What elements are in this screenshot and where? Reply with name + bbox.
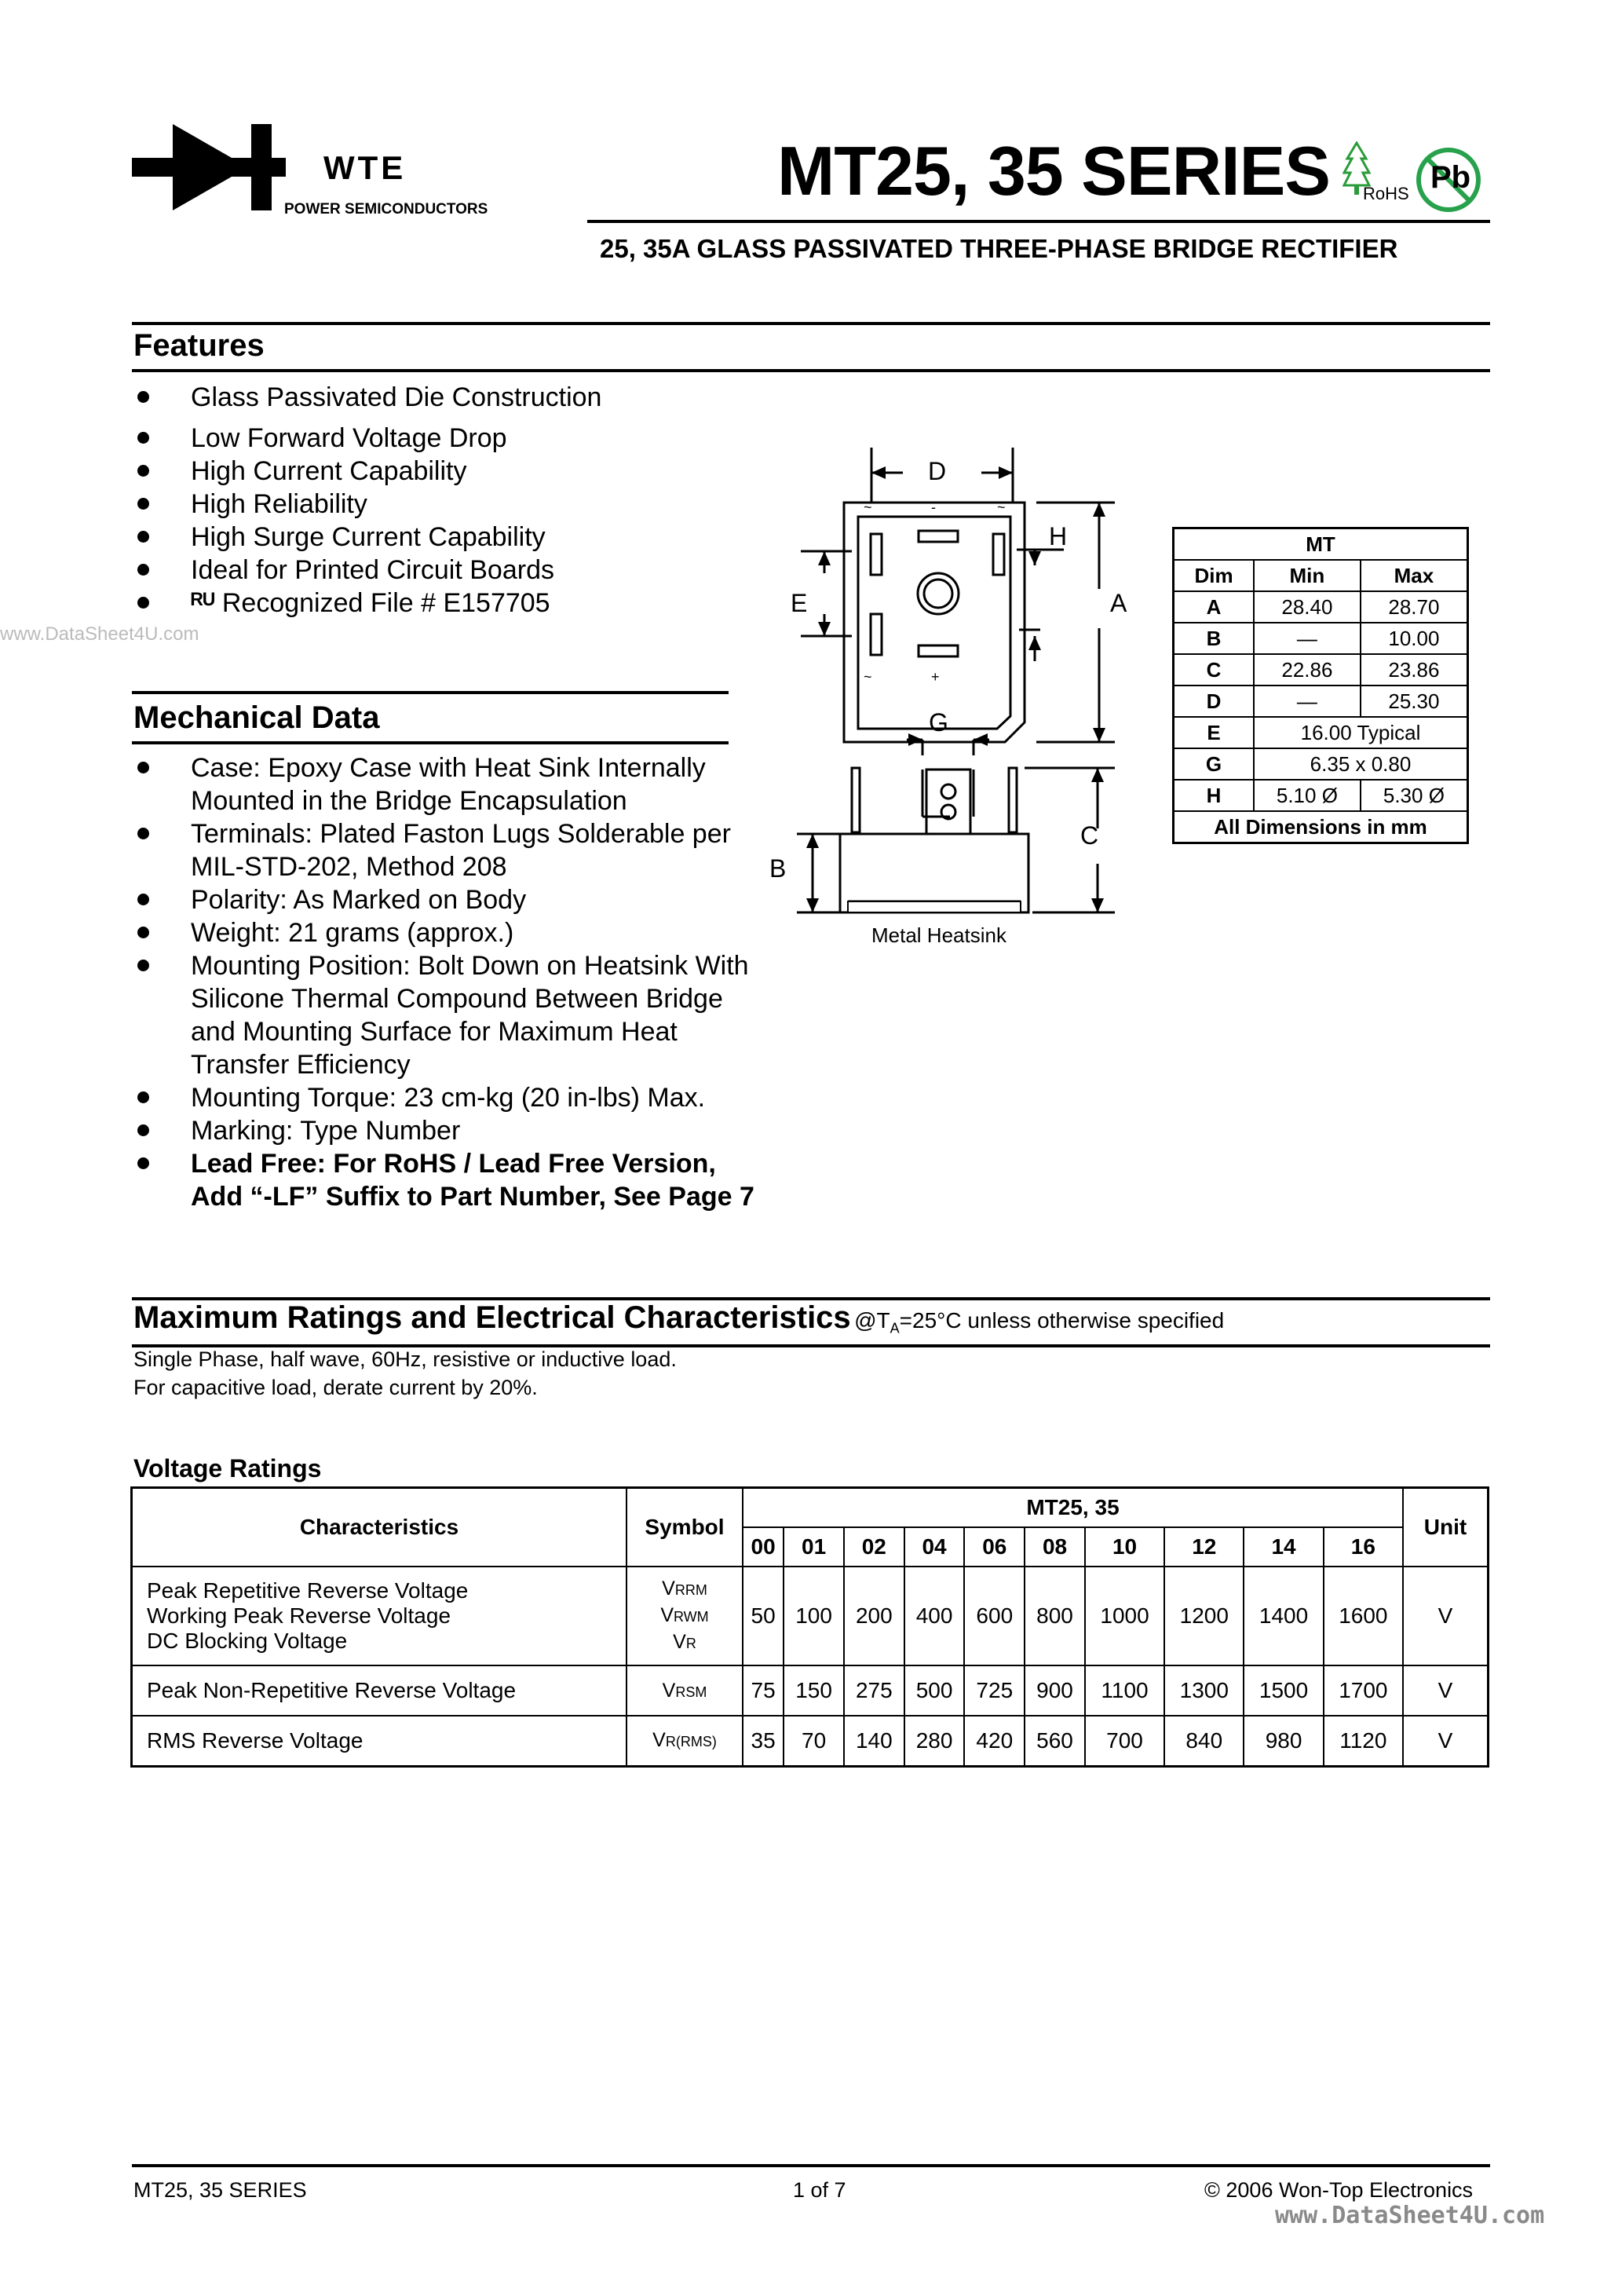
cond-suffix: =25°C unless otherwise specified: [899, 1308, 1225, 1333]
symbol-sub: RWM: [674, 1609, 709, 1625]
dim-cell: B: [1174, 623, 1255, 654]
value-cell: 840: [1164, 1716, 1244, 1766]
code-header: 01: [784, 1527, 844, 1567]
symbol-sub: R(RMS): [665, 1734, 717, 1750]
dim-label-g: G: [929, 708, 948, 737]
dim-label-c: C: [1080, 821, 1099, 850]
voltage-table: [130, 1486, 1489, 1768]
table-row: [1174, 748, 1468, 780]
footer-page: 1 of 7: [793, 2178, 846, 2202]
dim-cell: 28.40: [1254, 591, 1361, 623]
list-item: High Reliability: [133, 488, 762, 521]
wte-logo-icon: [132, 124, 286, 210]
dim-cell: 6.35 x 0.80: [1254, 748, 1468, 780]
dim-label-b: B: [769, 854, 787, 883]
table-row: [132, 1567, 1489, 1665]
list-item: Marking: Type Number: [133, 1114, 762, 1147]
dim-cell: —: [1254, 686, 1361, 717]
value-cell: 275: [844, 1665, 904, 1716]
symbol: [627, 1576, 742, 1603]
row-label: Peak Non-Repetitive Reverse Voltage: [132, 1665, 627, 1716]
table-row: [1174, 591, 1468, 623]
pin-mark-bl: ~: [864, 669, 872, 685]
symbol-main: V: [673, 1631, 686, 1653]
value-cell: 50: [743, 1567, 784, 1665]
rohs-label: RoHS: [1363, 184, 1409, 203]
list-item: High Current Capability: [133, 455, 762, 488]
dim-header: Max: [1361, 560, 1468, 591]
value-cell: 75: [743, 1665, 784, 1716]
symbol-main: V: [660, 1604, 674, 1626]
package-outline-diagram: [769, 440, 1146, 958]
code-header: 08: [1025, 1527, 1085, 1567]
mechanical-list: [133, 751, 762, 1213]
dim-label-a: A: [1110, 589, 1127, 617]
value-cell: 200: [844, 1567, 904, 1665]
value-cell: 1500: [1244, 1665, 1323, 1716]
symbol-sub: RRM: [674, 1582, 707, 1598]
ul-logo-icon: ᴿᵁ: [191, 588, 215, 618]
symbol-sub: RSM: [675, 1684, 707, 1700]
value-cell: 1120: [1324, 1716, 1403, 1766]
list-item: Low Forward Voltage Drop: [133, 422, 762, 455]
ratings-note-1: Single Phase, half wave, 60Hz, resistive or inductive load.: [133, 1347, 677, 1371]
table-row: [132, 1716, 1489, 1766]
row-symbol: [627, 1567, 743, 1665]
dim-cell: A: [1174, 591, 1255, 623]
dim-table-title: MT: [1174, 528, 1468, 561]
dim-cell: —: [1254, 623, 1361, 654]
code-header: 14: [1244, 1527, 1323, 1567]
pin-mark-tr: ~: [997, 499, 1006, 515]
table-row: [1174, 654, 1468, 686]
features-top-rule: [132, 322, 1490, 325]
footer-rule: [132, 2164, 1490, 2167]
list-item: Case: Epoxy Case with Heat Sink Internally Mounted in the Bridge Encapsulation: [133, 751, 740, 817]
footer-left: MT25, 35 SERIES: [133, 2178, 307, 2202]
row-symbol: [627, 1716, 743, 1766]
dim-cell: 25.30: [1361, 686, 1468, 717]
dim-header: Dim: [1174, 560, 1255, 591]
lead-free-line-1: Lead Free: For RoHS / Lead Free Version,: [191, 1149, 716, 1179]
pb-label: Pb: [1430, 160, 1471, 195]
value-cell: 1600: [1324, 1567, 1403, 1665]
code-header: 10: [1085, 1527, 1164, 1567]
symbol: [627, 1629, 742, 1656]
dim-cell: 22.86: [1254, 654, 1361, 686]
value-cell: 1100: [1085, 1665, 1164, 1716]
recognized-file: Recognized File # E157705: [221, 588, 550, 618]
col-unit: Unit: [1403, 1488, 1489, 1567]
list-item: [133, 1147, 762, 1213]
list-item: Ideal for Printed Circuit Boards: [133, 554, 762, 587]
mechanical-heading: Mechanical Data: [133, 700, 380, 735]
value-cell: 725: [964, 1665, 1025, 1716]
dim-cell: E: [1174, 717, 1255, 748]
list-item: Terminals: Plated Faston Lugs Solderable per MIL-STD-202, Method 208: [133, 817, 740, 883]
value-cell: 700: [1085, 1716, 1164, 1766]
value-cell: 400: [904, 1567, 965, 1665]
ratings-note-2: For capacitive load, derate current by 20%.: [133, 1376, 538, 1399]
features-list: [133, 381, 762, 620]
value-cell: 280: [904, 1716, 965, 1766]
table-row: [1174, 717, 1468, 748]
symbol-sub: R: [685, 1636, 696, 1651]
value-cell: 140: [844, 1716, 904, 1766]
dim-cell: H: [1174, 780, 1255, 811]
features-rule: [132, 369, 1490, 372]
dim-cell: 10.00: [1361, 623, 1468, 654]
table-row: [132, 1665, 1489, 1716]
code-header: 04: [904, 1527, 965, 1567]
col-group: MT25, 35: [743, 1488, 1403, 1528]
dim-cell: 23.86: [1361, 654, 1468, 686]
symbol-main: V: [662, 1679, 676, 1702]
ratings-conditions: [854, 1308, 1225, 1336]
unit-cell: V: [1403, 1665, 1489, 1716]
value-cell: 35: [743, 1716, 784, 1766]
value-cell: 1200: [1164, 1567, 1244, 1665]
dim-cell: G: [1174, 748, 1255, 780]
dim-cell: 16.00 Typical: [1254, 717, 1468, 748]
code-header: 00: [743, 1527, 784, 1567]
value-cell: 800: [1025, 1567, 1085, 1665]
cond-prefix: @T: [854, 1308, 890, 1333]
unit-cell: V: [1403, 1716, 1489, 1766]
page-subtitle: 25, 35A GLASS PASSIVATED THREE-PHASE BRIDGE RECTIFIER: [600, 234, 1398, 263]
dim-table-footer: All Dimensions in mm: [1174, 811, 1468, 843]
code-header: 12: [1164, 1527, 1244, 1567]
dim-cell: 28.70: [1361, 591, 1468, 623]
code-header: 02: [844, 1527, 904, 1567]
dim-label-h: H: [1049, 522, 1068, 550]
watermark-left: www.DataSheet4U.com: [0, 623, 199, 645]
value-cell: 980: [1244, 1716, 1323, 1766]
list-item: Weight: 21 grams (approx.): [133, 916, 762, 949]
list-item: Polarity: As Marked on Body: [133, 883, 762, 916]
symbol: [627, 1603, 742, 1629]
dim-cell: 5.30 Ø: [1361, 780, 1468, 811]
list-item: Mounting Torque: 23 cm-kg (20 in-lbs) Max.: [133, 1081, 762, 1114]
pin-mark-minus: -: [931, 499, 936, 515]
mechanical-top-rule: [132, 691, 729, 694]
value-cell: 1300: [1164, 1665, 1244, 1716]
footer-watermark: www.DataSheet4U.com: [1275, 2202, 1545, 2229]
logo-tagline: POWER SEMICONDUCTORS: [284, 201, 488, 218]
footer-copyright: © 2006 Won-Top Electronics: [1204, 2178, 1474, 2202]
features-heading: Features: [133, 328, 265, 363]
voltage-heading: Voltage Ratings: [133, 1454, 322, 1483]
value-cell: 560: [1025, 1716, 1085, 1766]
row-label: [132, 1567, 627, 1665]
row-label: RMS Reverse Voltage: [132, 1716, 627, 1766]
row-label-line: DC Blocking Voltage: [147, 1629, 348, 1653]
table-row: [1174, 623, 1468, 654]
value-cell: 70: [784, 1716, 844, 1766]
lead-free-line-2: Add “-LF” Suffix to Part Number, See Page 7: [191, 1182, 754, 1212]
logo-name: WTE: [323, 149, 407, 186]
value-cell: 900: [1025, 1665, 1085, 1716]
col-symbol: Symbol: [627, 1488, 743, 1567]
value-cell: 1700: [1324, 1665, 1403, 1716]
row-symbol: [627, 1665, 743, 1716]
page-title: MT25, 35 SERIES: [777, 132, 1330, 210]
value-cell: 420: [964, 1716, 1025, 1766]
unit-cell: V: [1403, 1567, 1489, 1665]
list-item: High Surge Current Capability: [133, 521, 762, 554]
header-rule: [587, 220, 1490, 223]
dimension-table: [1172, 527, 1469, 844]
mechanical-rule: [132, 741, 729, 744]
dim-label-e: E: [791, 589, 808, 617]
value-cell: 500: [904, 1665, 965, 1716]
dim-label-d: D: [928, 457, 947, 485]
col-characteristics: Characteristics: [132, 1488, 627, 1567]
cond-sub: A: [890, 1320, 900, 1336]
row-label-line: Working Peak Reverse Voltage: [147, 1603, 451, 1628]
list-item: Mounting Position: Bolt Down on Heatsink With Silicone Thermal Compound Between Bridge and Mounting Surface for Maximum Heat Transfer Efficiency: [133, 949, 764, 1081]
pin-mark-plus: +: [931, 669, 940, 685]
pin-mark-tl: ~: [864, 499, 872, 515]
heatsink-label: Metal Heatsink: [871, 923, 1006, 947]
dim-header: Min: [1254, 560, 1361, 591]
value-cell: 100: [784, 1567, 844, 1665]
value-cell: 600: [964, 1567, 1025, 1665]
code-header: 06: [964, 1527, 1025, 1567]
dim-cell: C: [1174, 654, 1255, 686]
value-cell: 1400: [1244, 1567, 1323, 1665]
table-row: [1174, 686, 1468, 717]
list-item: Glass Passivated Die Construction: [133, 381, 762, 414]
value-cell: 1000: [1085, 1567, 1164, 1665]
dim-cell: 5.10 Ø: [1254, 780, 1361, 811]
code-header: 16: [1324, 1527, 1403, 1567]
symbol-main: V: [662, 1578, 675, 1600]
ratings-heading: Maximum Ratings and Electrical Characteristics: [133, 1300, 851, 1335]
ratings-heading-line: [133, 1300, 1224, 1337]
value-cell: 150: [784, 1665, 844, 1716]
table-row: [1174, 780, 1468, 811]
row-label-line: Peak Repetitive Reverse Voltage: [147, 1578, 469, 1603]
list-item: [133, 587, 762, 620]
symbol-main: V: [652, 1729, 666, 1752]
dim-cell: D: [1174, 686, 1255, 717]
